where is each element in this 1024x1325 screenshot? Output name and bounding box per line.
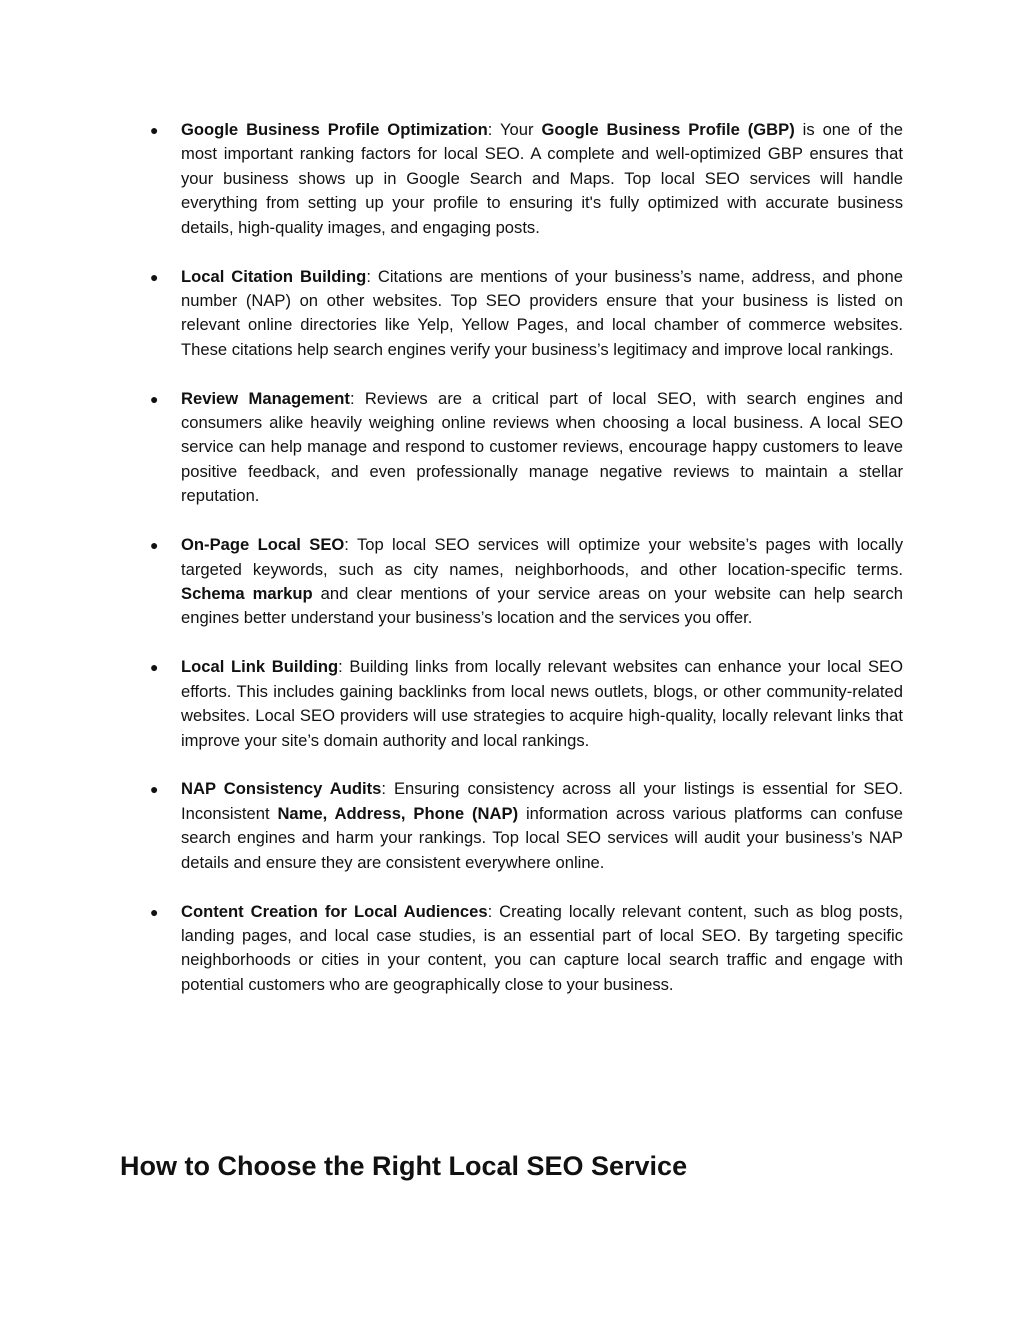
bullet-text — [181, 902, 903, 994]
bullet-dot-icon: ● — [150, 537, 159, 554]
body-text: : Creating locally relevant content, such as blog posts, landing pages, and local case studies, is an essential part of local SEO. By targeting specific neighborhoods or cities in your content, you can capture local search traffic and engage with potential customers who are geographically close to your business. — [181, 901, 903, 994]
bullet-dot-icon: ● — [150, 122, 159, 138]
bullet-item — [150, 777, 903, 875]
body-text: information across various platforms can confuse search engines and harm your rankings. Top local SEO services will audit your business’s NAP details and ensure they are consistent everywhere online. — [181, 803, 903, 872]
body-text: : Citations are mentions of your business’s name, address, and phone number (NAP) on other websites. Top SEO providers ensure that your business is listed on relevant online directories like Yelp, Yellow Pages, and local chamber of commerce websites. These citations help search engines verify your business’s legitimacy and improve local rankings. — [181, 266, 903, 359]
bold-term: Local Citation Building — [181, 266, 367, 286]
bold-term: On-Page Local SEO — [181, 535, 345, 555]
bullet-text — [181, 389, 903, 506]
bold-term: Local Link Building — [181, 657, 339, 677]
bullet-item — [150, 118, 903, 240]
bold-term: Name, Address, Phone (NAP) — [277, 803, 519, 823]
bullet-dot-icon: ● — [150, 903, 159, 920]
body-text: : Reviews are a critical part of local SEO, with search engines and consumers alike heavily weighing online reviews when choosing a local business. A local SEO service can help manage and respond to customer reviews, encourage happy customers to leave positive feedback, and even professionally manage negative reviews to maintain a stellar reputation. — [181, 388, 903, 506]
bullet-text — [181, 779, 903, 871]
bold-term: Google Business Profile (GBP) — [541, 120, 795, 139]
bullet-item — [150, 900, 903, 998]
bullet-item — [150, 265, 903, 363]
bullet-dot-icon: ● — [150, 781, 159, 798]
bullet-text — [181, 535, 903, 627]
body-text: is one of the most important ranking factors for local SEO. A complete and well-optimized GBP ensures that your business shows up in Google Search and Maps. Top local SEO services will handle everything from setting up your profile to ensuring it's fully optimized with accurate business details, high-quality images, and engaging posts. — [181, 120, 903, 237]
body-text: : Ensuring consistency across all your listings is essential for SEO. Inconsistent — [181, 779, 903, 823]
body-text: : Building links from locally relevant websites can enhance your local SEO efforts. This includes gaining backlinks from local news outlets, blogs, or other community-related websites. Local SEO providers will use strategies to acquire high-quality, locally relevant links that improve your site’s domain authority and local rankings. — [181, 657, 904, 750]
bold-term: Schema markup — [181, 584, 313, 603]
bullet-dot-icon: ● — [150, 268, 159, 285]
bullet-text — [181, 657, 903, 749]
body-text: : Your — [487, 120, 542, 139]
bullet-dot-icon: ● — [150, 390, 159, 407]
bold-term: Content Creation for Local Audiences — [181, 901, 488, 921]
services-bullet-list — [150, 118, 903, 1022]
bullet-text — [181, 120, 903, 237]
bullet-item — [150, 387, 903, 509]
section-heading: How to Choose the Right Local SEO Service — [120, 1151, 688, 1181]
bold-term: Google Business Profile Optimization — [181, 120, 488, 139]
body-text: : Top local SEO services will optimize your website’s pages with locally targeted keywords, such as city names, neighborhoods, and other location-specific terms. — [181, 535, 903, 579]
bullet-item — [150, 655, 903, 753]
bold-term: Review Management — [181, 388, 350, 408]
body-text: and clear mentions of your service areas on your website can help search engines better understand your business’s location and the services you offer. — [181, 584, 903, 628]
bullet-text — [181, 267, 903, 359]
bullet-dot-icon: ● — [150, 659, 159, 676]
bullet-item — [150, 533, 903, 631]
bold-term: NAP Consistency Audits — [181, 779, 382, 799]
